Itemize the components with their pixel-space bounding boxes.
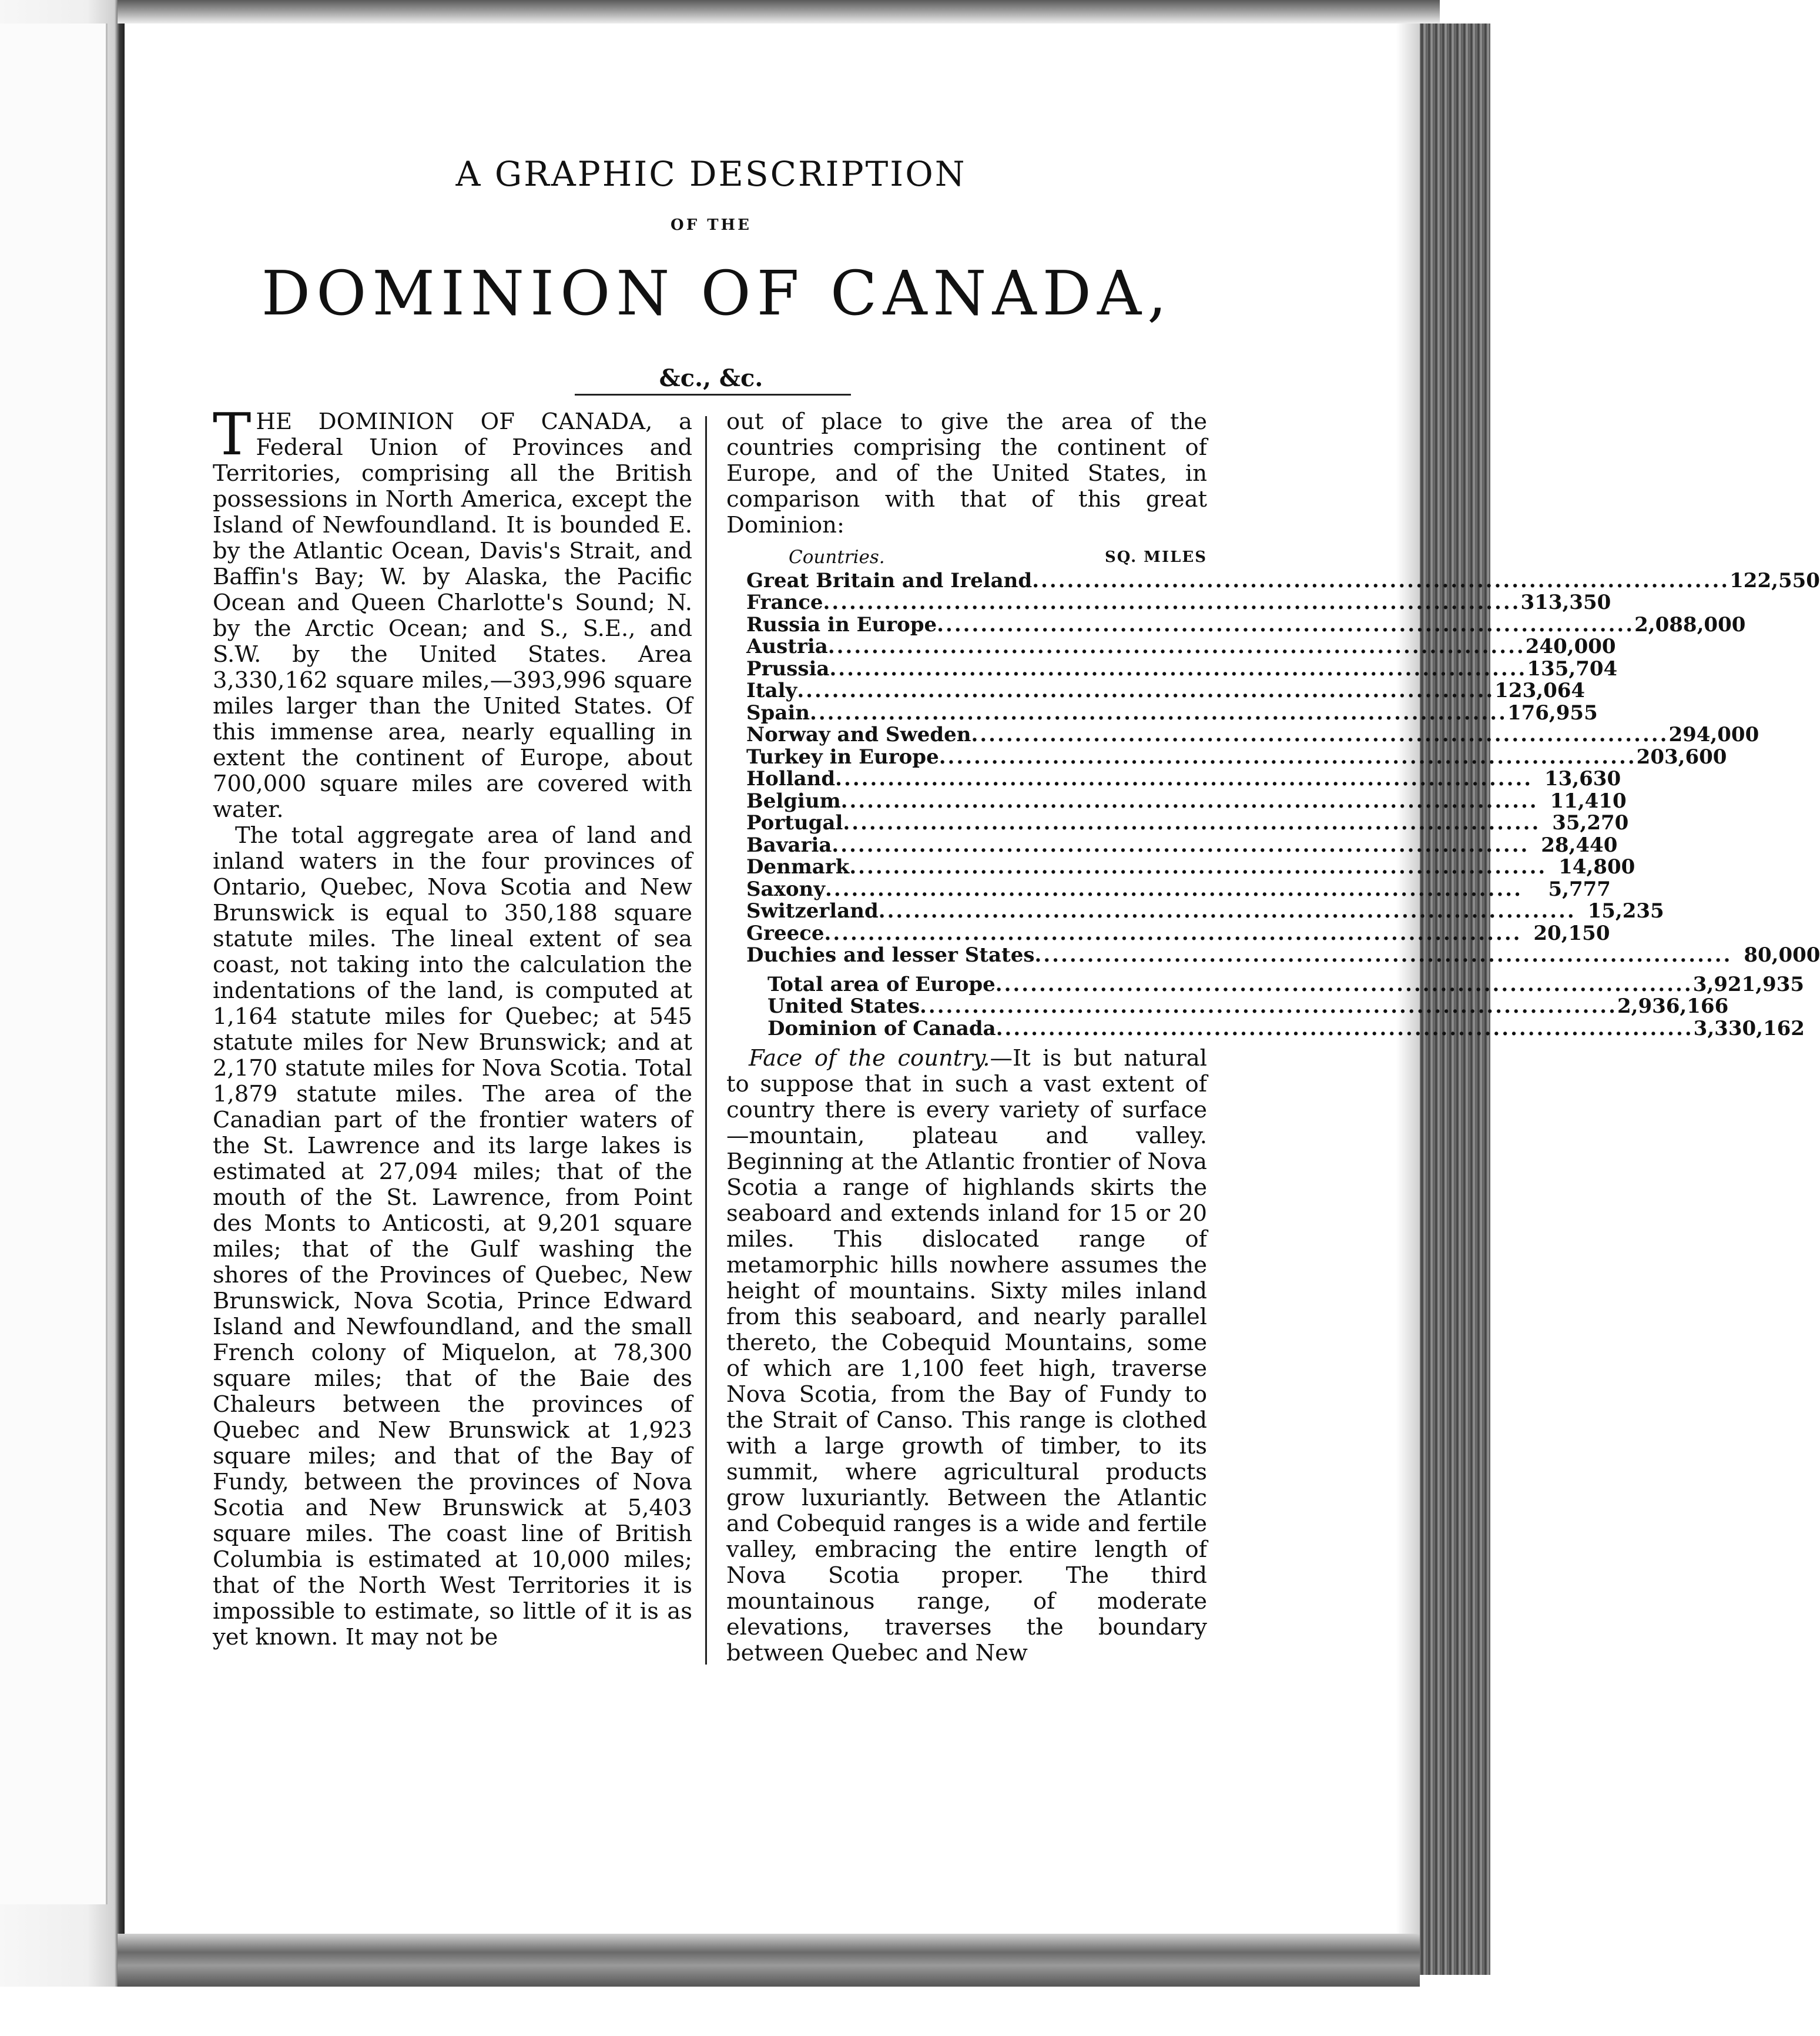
table-cell-country: Greece [746, 921, 824, 945]
table-cell-country: Belgium [746, 789, 841, 813]
table-leader-dots: ................................................................................ [937, 612, 1635, 637]
drop-cap: T [213, 401, 252, 468]
table-rows [746, 568, 1820, 967]
table-leader-dots: ................................................................................ [825, 877, 1523, 901]
table-row [746, 921, 1610, 945]
table-totals [746, 972, 1805, 1040]
table-row [746, 767, 1621, 791]
heading-dominion-of-canada: DOMINION OF CANADA, [261, 257, 1173, 329]
table-row [746, 877, 1611, 901]
left-page-edge [0, 0, 125, 2036]
table-cell-sq-miles: 3,921,935 [1692, 972, 1805, 996]
table-leader-dots: ................................................................................ [1034, 943, 1732, 967]
table-cell-country: Dominion of Canada [767, 1016, 996, 1040]
table-row [746, 657, 1618, 681]
table-cell-country: Holland [746, 767, 836, 791]
heading-etc: &c., &c. [659, 364, 763, 392]
table-cell-sq-miles: 11,410 [1550, 789, 1627, 813]
table-leader-dots: ................................................................................ [840, 789, 1539, 813]
column-divider [705, 416, 707, 1665]
table-leader-dots: ................................................................................ [843, 811, 1541, 835]
table-row [746, 994, 1729, 1018]
table-cell-sq-miles: 80,000 [1744, 943, 1820, 967]
table-cell-sq-miles: 122,550 [1729, 568, 1820, 592]
heading-graphic-description: A GRAPHIC DESCRIPTION [455, 154, 967, 194]
left-page-inner [0, 24, 108, 1904]
table-row [746, 811, 1629, 835]
table-leader-dots: ................................................................................ [823, 591, 1521, 614]
table-leader-dots: ................................................................................ [1032, 568, 1730, 592]
left-paragraph-1-text: HE DOMINION OF CANADA, a Federal Union of Provinces and Territories, comprising all the British possessions in North America, except the Island of Newfoundland. It is bounded E. by the Atlantic Ocean, Davis's Strait, and Baffin's Bay; W. by Alaska, the Pacific Ocean and Queen Charlotte's Sound; N. by the Arctic Ocean; and S., S.E., and S.W. by the United States. Area 3,330,162 square miles,—393,996 square miles larger than the United States. Of this immense area, nearly equalling in extent the continent of Europe, about 700,000 square miles are covered with water. [213, 408, 692, 823]
table-cell-country: Spain [746, 701, 810, 725]
table-cell-country: Bavaria [746, 833, 832, 857]
table-cell-country: Portugal [746, 811, 843, 835]
table-cell-sq-miles: 15,235 [1587, 899, 1664, 923]
table-cell-sq-miles: 123,064 [1494, 679, 1586, 702]
table-cell-sq-miles: 2,936,166 [1617, 994, 1729, 1018]
table-leader-dots: ................................................................................ [829, 657, 1527, 681]
left-column [213, 401, 692, 1650]
table-row [746, 701, 1598, 725]
table-row [746, 899, 1664, 923]
table-leader-dots: ................................................................................ [824, 921, 1522, 945]
table-cell-country: Russia in Europe [746, 612, 937, 637]
table-cell-sq-miles: 2,088,000 [1634, 612, 1746, 637]
table-cell-country: Duchies and lesser States [746, 943, 1035, 967]
table-leader-dots: ................................................................................ [810, 701, 1507, 725]
top-page-edge [118, 0, 1440, 24]
table-cell-sq-miles: 13,630 [1544, 767, 1621, 791]
table-cell-sq-miles: 176,955 [1507, 701, 1598, 725]
area-table [746, 547, 1820, 1040]
table-leader-dots: ................................................................................ [939, 745, 1637, 769]
table-row [746, 1016, 1805, 1040]
table-cell-sq-miles: 203,600 [1636, 745, 1727, 769]
right-paragraph-1: out of place to give the area of the countries comprising the continent of Europe, and of the United States, in comparison with that of this great Dominion: [726, 408, 1207, 538]
table-row [746, 943, 1820, 967]
right-paragraph-2-text: —It is but natural to suppose that in such a vast extent of country there is every variety of surface—mountain, plateau and valley. Beginning at the Atlantic frontier of Nova Scotia a range of highlands skirts the seaboard and extends inland for 15 or 20 miles. This dislocated range of metamorphic hills nowhere assumes the height of mountains. Sixty miles inland from this seaboard, and nearly parallel thereto, the Cobequid Mountains, some of which are 1,100 feet high, traverse Nova Scotia, from the Bay of Fundy to the Strait of Canso. This range is clothed with a large growth of timber, to its summit, where agricultural products grow luxuriantly. Between the Atlantic and Cobequid ranges is a wide and fertile valley, embracing the entire length of Nova Scotia proper. The third mountainous range, of moderate elevations, traverses the boundary between Quebec and New [726, 1045, 1207, 1666]
scan-margin [0, 1987, 1490, 2036]
table-leader-dots: ................................................................................ [878, 899, 1576, 923]
table-row [746, 591, 1611, 614]
table-row [746, 745, 1727, 769]
table-leader-dots: ................................................................................ [835, 767, 1533, 791]
table-row [746, 635, 1616, 658]
table-leader-dots: ................................................................................ [920, 994, 1617, 1018]
table-leader-dots: ................................................................................ [849, 855, 1547, 879]
table-cell-country: United States [767, 994, 920, 1018]
table-cell-sq-miles: 35,270 [1552, 811, 1629, 835]
table-leader-dots: ................................................................................ [832, 833, 1530, 857]
table-cell-country: Denmark [746, 855, 850, 879]
table-cell-sq-miles: 5,777 [1548, 877, 1611, 901]
right-column [726, 408, 1820, 1666]
table-row [746, 855, 1635, 879]
heading-of-the: OF THE [671, 216, 752, 234]
table-cell-country: Great Britain and Ireland [746, 568, 1033, 592]
table-leader-dots: ................................................................................ [971, 723, 1669, 746]
table-cell-country: Switzerland [746, 899, 879, 923]
table-row [746, 972, 1805, 996]
table-cell-country: Italy [746, 679, 797, 702]
table-row [746, 679, 1586, 702]
table-cell-country: Total area of Europe [767, 972, 996, 996]
face-of-country-heading: Face of the country. [749, 1045, 990, 1071]
left-paragraph-1 [213, 401, 692, 823]
table-row [746, 833, 1618, 857]
table-cell-sq-miles: 14,800 [1558, 855, 1635, 879]
table-cell-country: Austria [746, 635, 828, 658]
table-row [746, 789, 1627, 813]
table-cell-sq-miles: 3,330,162 [1693, 1016, 1805, 1040]
table-row [746, 612, 1746, 637]
table-cell-country: Saxony [746, 877, 826, 901]
table-header-sq-miles: SQ. MILES [1104, 548, 1207, 566]
table-row [746, 723, 1759, 746]
table-leader-dots: ................................................................................ [827, 635, 1526, 658]
table-cell-sq-miles: 313,350 [1520, 591, 1611, 614]
table-cell-sq-miles: 294,000 [1668, 723, 1759, 746]
table-cell-country: Norway and Sweden [746, 723, 971, 746]
table-header [746, 547, 1207, 569]
table-cell-sq-miles: 28,440 [1541, 833, 1618, 857]
table-leader-dots: ................................................................................ [996, 1016, 1694, 1040]
left-paragraph-2: The total aggregate area of land and inland waters in the four provinces of Ontario, Quebec, Nova Scotia and New Brunswick is equal to 350,188 square statute miles. The lineal extent of sea coast, not taking into the calculation the indentations of the land, is computed at 1,164 statute miles for Quebec; at 545 statute miles for New Brunswick; and at 2,170 statute miles for Nova Scotia. Total 1,879 statute miles. The area of the Canadian part of the frontier waters of the St. Lawrence and its large lakes is estimated at 27,094 miles; that of the mouth of the St. Lawrence, from Point des Monts to Anticosti, at 9,201 square miles; that of the Gulf washing the shores of the Provinces of Quebec, New Brunswick, Nova Scotia, Prince Edward Island and Newfoundland, and the small French colony of Miquelon, at 78,300 square miles; that of the Baie des Chaleurs between the provinces of Quebec and New Brunswick at 1,923 square miles; and that of the Bay of Fundy, between the provinces of Nova Scotia and New Brunswick at 5,403 square miles. The coast line of British Columbia is estimated at 10,000 miles; that of the North West Territories it is impossible to estimate, so little of it is as yet known. It may not be [213, 822, 692, 1650]
table-leader-dots: ................................................................................ [797, 679, 1495, 702]
bottom-page-edge [118, 1934, 1420, 1987]
table-cell-sq-miles: 20,150 [1533, 921, 1610, 945]
table-cell-country: Turkey in Europe [746, 745, 939, 769]
table-cell-country: France [746, 591, 823, 614]
table-cell-sq-miles: 135,704 [1527, 657, 1618, 681]
table-header-countries: Countries. [789, 547, 885, 568]
heading-rule [575, 394, 851, 396]
right-paragraph-2 [726, 1046, 1207, 1666]
table-cell-country: Prussia [746, 657, 830, 681]
table-row [746, 568, 1820, 592]
table-leader-dots: ................................................................................ [995, 972, 1693, 996]
table-cell-sq-miles: 240,000 [1525, 635, 1616, 658]
